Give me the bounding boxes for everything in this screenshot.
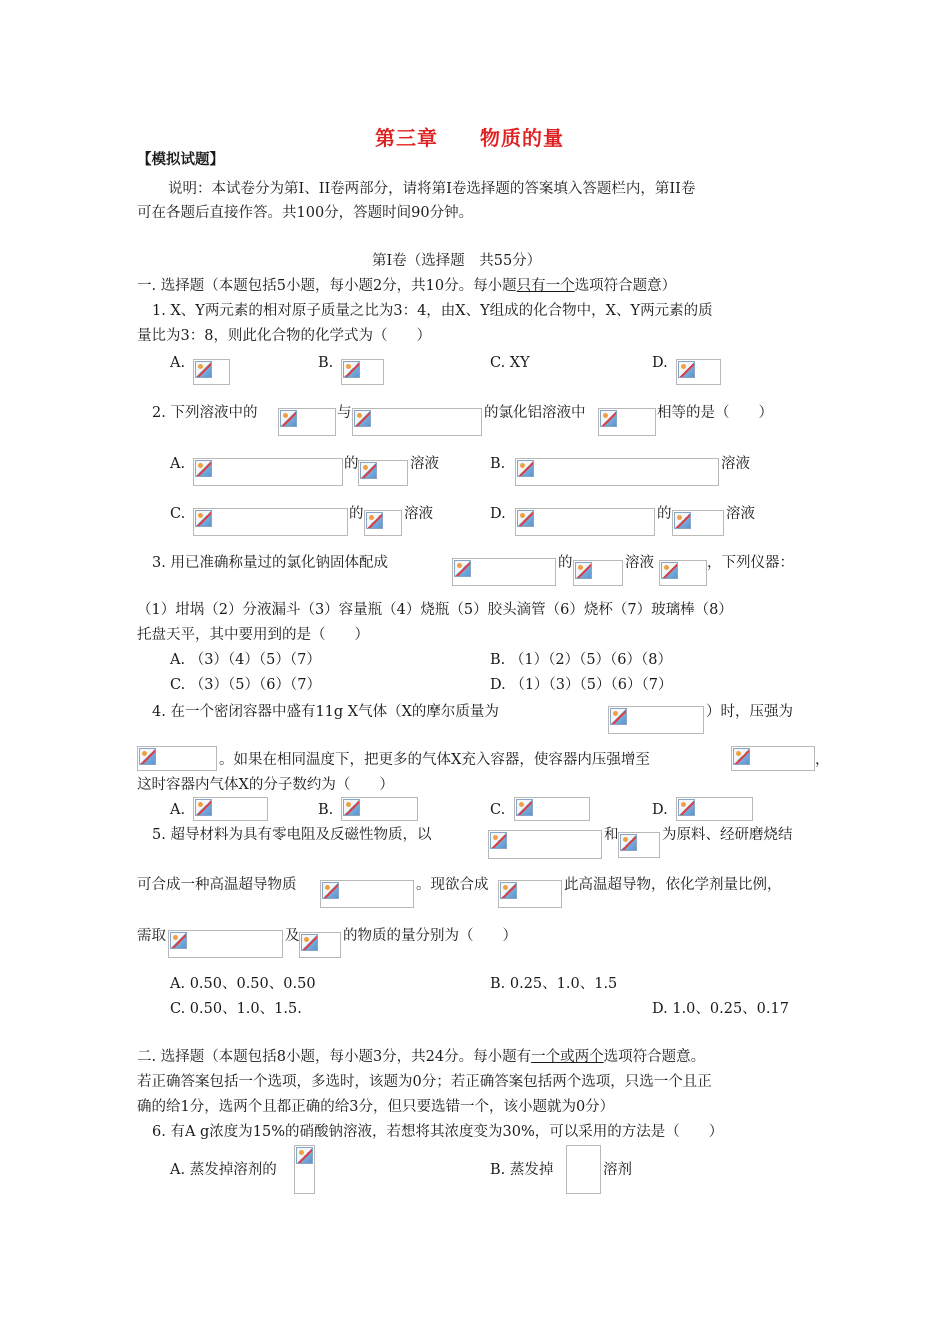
q6-option-a: A. 蒸发掉溶剂的 — [170, 1162, 277, 1178]
q3-stem-part4: ，下列仪器： — [707, 555, 794, 571]
formula-image — [278, 408, 336, 436]
formula-image — [193, 508, 348, 536]
intro-line-1: 说明：本试卷分为第Ⅰ、II卷两部分，请将第Ⅰ卷选择题的答案填入答题栏内，第II卷 — [168, 181, 696, 197]
section1-head-text: 一. 选择题（本题包括5小题，每小题2分，共10分。每小题 — [137, 278, 517, 294]
q1-option-c: C. XY — [490, 355, 530, 371]
formula-image — [731, 746, 815, 771]
formula-image — [573, 560, 623, 586]
q3-option-a: A. （3）（4）（5）（7） — [170, 652, 321, 668]
q3-option-b: B. （1）（2）（5）（6）（8） — [490, 652, 672, 668]
q2-option-a-end: 溶液 — [410, 456, 439, 472]
section2-line1-text: 二. 选择题（本题包括8小题，每小题3分，共24分。每小题有 — [137, 1049, 532, 1065]
q5-option-b: B. 0.25、1.0、1.5 — [490, 976, 618, 992]
q1-line1: 1. X、Y两元素的相对原子质量之比为3：4，由X、Y组成的化合物中，X、Y两元素的质 — [152, 303, 713, 319]
image-placeholder-icon — [280, 410, 297, 427]
image-placeholder-icon — [733, 748, 750, 765]
q2-option-a-de: 的 — [344, 456, 359, 472]
q4-stem-part4: ， — [815, 752, 830, 768]
q4-option-c: C. — [490, 802, 506, 818]
q5-stem-part8: 及 — [285, 928, 300, 944]
q2-stem-part2: 与 — [337, 405, 352, 421]
q4-option-d: D. — [652, 802, 668, 818]
q5-stem-part9: 的物质的量分别为（ ） — [343, 928, 517, 944]
q2-stem-part1: 2. 下列溶液中的 — [152, 405, 258, 421]
q2-option-c: C. — [170, 506, 186, 522]
q2-option-b: B. — [490, 456, 506, 472]
image-placeholder-icon — [661, 562, 678, 579]
formula-image — [515, 458, 719, 486]
q1-line2: 量比为3：8，则此化合物的化学式为（ ） — [137, 328, 431, 344]
image-placeholder-icon — [620, 834, 637, 851]
image-placeholder-icon — [195, 361, 212, 378]
image-placeholder-icon — [490, 832, 507, 849]
section1-head-underlined: 只有一个 — [516, 278, 575, 294]
q2-option-d: D. — [490, 506, 506, 522]
formula-image — [566, 1145, 601, 1194]
image-placeholder-icon — [678, 361, 695, 378]
q2-option-b-end: 溶液 — [721, 456, 750, 472]
image-placeholder-icon — [454, 560, 471, 577]
q3-line2: （1）坩埚（2）分液漏斗（3）容量瓶（4）烧瓶（5）胶头滴管（6）烧杯（7）玻璃棒（8） — [137, 602, 733, 618]
q4-stem-part1: 4. 在一个密闭容器中盛有11g X气体（X的摩尔质量为 — [152, 704, 499, 720]
section2-line3: 确的给1分，选两个且都正确的给3分，但只要选错一个，该小题就为0分） — [137, 1099, 615, 1115]
formula-image — [608, 706, 704, 734]
q2-option-a: A. — [170, 456, 186, 472]
formula-image — [168, 930, 283, 958]
image-placeholder-icon — [500, 882, 517, 899]
q6-option-b: B. 蒸发掉 — [490, 1162, 554, 1178]
image-placeholder-icon — [195, 460, 212, 477]
q5-option-a: A. 0.50、0.50、0.50 — [170, 976, 316, 992]
q3-option-d: D. （1）（3）（5）（6）（7） — [490, 677, 673, 693]
q5-stem-part3: 为原料、经研磨烧结 — [662, 827, 793, 843]
q6-stem: 6. 有A g浓度为15%的硝酸钠溶液，若想将其浓度变为30%，可以采用的方法是（ ） — [152, 1124, 724, 1140]
section-label: 【模拟试题】 — [137, 151, 224, 168]
formula-image — [514, 797, 590, 821]
q2-stem-part4: 相等的是（ ） — [657, 405, 773, 421]
formula-image — [498, 880, 562, 908]
q3-option-c: C. （3）（5）（6）（7） — [170, 677, 321, 693]
formula-image — [341, 359, 384, 385]
section2-line1 — [137, 1047, 705, 1067]
formula-image — [193, 359, 230, 385]
q4-stem-part2: ）时，压强为 — [706, 704, 793, 720]
formula-image — [193, 458, 343, 486]
image-placeholder-icon — [195, 799, 212, 816]
formula-image — [515, 508, 655, 536]
formula-image — [193, 797, 268, 821]
image-placeholder-icon — [366, 512, 383, 529]
formula-image — [320, 880, 414, 908]
image-placeholder-icon — [322, 882, 339, 899]
image-placeholder-icon — [343, 361, 360, 378]
q2-stem-part3: 的氯化铝溶液中 — [484, 405, 586, 421]
formula-image — [299, 932, 341, 958]
image-placeholder-icon — [674, 512, 691, 529]
page-title: 第三章 物质的量 — [375, 126, 564, 150]
q3-stem-part2: 的 — [558, 555, 573, 571]
q3-stem-part1: 3. 用已准确称量过的氯化钠固体配成 — [152, 555, 388, 571]
formula-image — [659, 560, 707, 586]
q2-option-d-end: 溶液 — [726, 506, 755, 522]
q1-option-d: D. — [652, 355, 668, 371]
section2-line1-underlined: 一个或两个 — [531, 1049, 604, 1065]
q6-option-b-end: 溶剂 — [603, 1162, 632, 1178]
part1-header: 第Ⅰ卷（选择题 共55分） — [372, 253, 542, 269]
image-placeholder-icon — [517, 460, 534, 477]
q2-option-d-de: 的 — [657, 506, 672, 522]
image-placeholder-icon — [343, 799, 360, 816]
q5-stem-part2: 和 — [604, 827, 619, 843]
q4-line3: 这时容器内气体X的分子数约为（ ） — [137, 777, 394, 793]
q1-option-b: B. — [318, 355, 334, 371]
q5-stem-part1: 5. 超导材料为具有零电阻及反磁性物质，以 — [152, 827, 432, 843]
image-placeholder-icon — [575, 562, 592, 579]
image-placeholder-icon — [516, 799, 533, 816]
formula-image — [294, 1145, 315, 1194]
q5-stem-part7: 需取 — [137, 928, 166, 944]
image-placeholder-icon — [360, 462, 377, 479]
image-placeholder-icon — [296, 1147, 313, 1164]
formula-image — [488, 830, 602, 859]
formula-image — [598, 408, 656, 436]
section1-header — [137, 276, 676, 296]
formula-image — [137, 746, 217, 771]
q5-stem-part5: 。现欲合成 — [416, 877, 489, 893]
q2-option-c-de: 的 — [349, 506, 364, 522]
q4-stem-part3: 。如果在相同温度下，把更多的气体X充入容器，使容器内压强增至 — [219, 752, 650, 768]
formula-image — [618, 832, 660, 858]
image-placeholder-icon — [517, 510, 534, 527]
image-placeholder-icon — [139, 748, 156, 765]
formula-image — [352, 408, 482, 436]
formula-image — [364, 510, 402, 536]
image-placeholder-icon — [354, 410, 371, 427]
q3-stem-part3: 溶液 — [625, 555, 654, 571]
formula-image — [452, 558, 556, 586]
q4-option-a: A. — [170, 802, 186, 818]
image-placeholder-icon — [170, 932, 187, 949]
section1-head-tail: 选项符合题意） — [574, 278, 677, 294]
q5-stem-part4: 可合成一种高温超导物质 — [137, 877, 297, 893]
q3-line3: 托盘天平，其中要用到的是（ ） — [137, 627, 369, 643]
formula-image — [672, 510, 724, 536]
formula-image — [341, 797, 418, 821]
image-placeholder-icon — [195, 510, 212, 527]
image-placeholder-icon — [600, 410, 617, 427]
q1-option-a: A. — [170, 355, 186, 371]
formula-image — [676, 359, 721, 385]
formula-image — [676, 797, 753, 821]
image-placeholder-icon — [610, 708, 627, 725]
intro-line-2: 可在各题后直接作答。共100分，答题时间90分钟。 — [137, 205, 474, 221]
q4-option-b: B. — [318, 802, 334, 818]
q5-option-d: D. 1.0、0.25、0.17 — [652, 1001, 789, 1017]
formula-image — [358, 460, 408, 486]
q2-option-c-end: 溶液 — [404, 506, 433, 522]
section2-line2: 若正确答案包括一个选项，多选时，该题为0分；若正确答案包括两个选项，只选一个且正 — [137, 1074, 712, 1090]
image-placeholder-icon — [301, 934, 318, 951]
section2-line1-tail: 选项符合题意。 — [603, 1049, 706, 1065]
image-placeholder-icon — [678, 799, 695, 816]
q5-option-c: C. 0.50、1.0、1.5. — [170, 1001, 302, 1017]
q5-stem-part6: 此高温超导物，依化学剂量比例， — [564, 877, 782, 893]
